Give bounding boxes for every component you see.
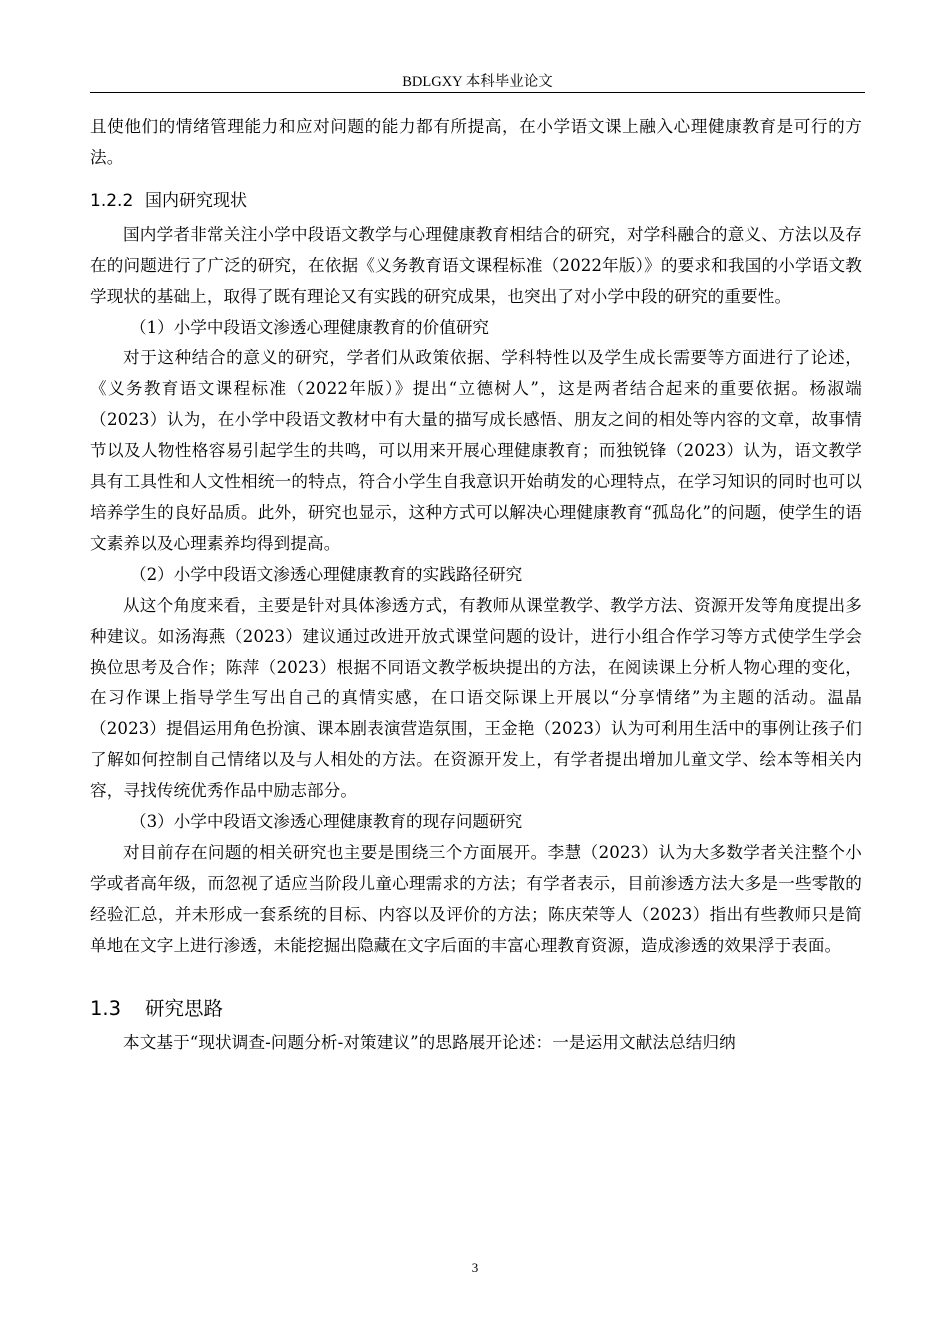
subsection-3-body: 对目前存在问题的相关研究也主要是围绕三个方面展开。李慧（2023）认为大多数学者关注整个小学或者高年级，而忽视了适应当阶段儿童心理需求的方法；有学者表示，目前渗透方法大多是一些零散的经验汇总，并未形成一套系统的目标、内容以及评价的方法；陈庆荣等人（2023）指出有些教师只是简单地在文字上进行渗透，未能挖掘出隐藏在文字后面的丰富心理教育资源，造成渗透的效果浮于表面。: [90, 842, 862, 955]
page-body: [90, 112, 862, 1058]
section-number: 1.3: [90, 996, 122, 1020]
subsection-2-title: （2）小学中段语文渗透心理健康教育的实践路径研究: [130, 564, 523, 584]
carryover-paragraph: 且使他们的情绪管理能力和应对问题的能力都有所提高，在小学语文课上融入心理健康教育是可行的方法。: [90, 117, 862, 167]
page-header: BDLGXY 本科毕业论文: [402, 74, 553, 90]
section-1-3-body: 本文基于“现状调查-问题分析-对策建议”的思路展开论述：一是运用文献法总结归纳: [123, 1032, 736, 1052]
section-title: 国内研究现状: [145, 190, 247, 211]
page-number: 3: [471, 1260, 479, 1275]
section-1-2-2-heading: [90, 186, 862, 216]
subsection-2-body: 从这个角度来看，主要是针对具体渗透方式，有教师从课堂教学、教学方法、资源开发等角度提出多种建议。如汤海燕（2023）建议通过改进开放式课堂问题的设计，进行小组合作学习等方式使学生学会换位思考及合作；陈萍（2023）根据不同语文教学板块提出的方法，在阅读课上分析人物心理的变化，在习作课上指导学生写出自己的真情实感，在口语交际课上开展以“分享情绪”为主题的活动。温晶（2023）提倡运用角色扮演、课本剧表演营造氛围，王金艳（2023）认为可利用生活中的事例让孩子们了解如何控制自己情绪以及与人相处的方法。在资源开发上，有学者提出增加儿童文学、绘本等相关内容，寻找传统优秀作品中励志部分。: [90, 595, 862, 801]
subsection-3-title: （3）小学中段语文渗透心理健康教育的现存问题研究: [130, 812, 523, 832]
header-rule: [90, 92, 865, 93]
subsection-1-body: 对于这种结合的意义的研究，学者们从政策依据、学科特性以及学生成长需要等方面进行了论述，《义务教育语文课程标准（2022年版）》提出“立德树人”，这是两者结合起来的重要依据。杨淑端（2023）认为，在小学中段语文教材中有大量的描写成长感悟、朋友之间的相处等内容的文章，故事情节以及人物性格容易引起学生的共鸣，可以用来开展心理健康教育；而独锐锋（2023）认为，语文教学具有工具性和人文性相统一的特点，符合小学生自我意识开始萌发的心理特点，在学习知识的同时也可以培养学生的良好品质。此外，研究也显示，这种方式可以解决心理健康教育“孤岛化”的问题，使学生的语文素养以及心理素养均得到提高。: [90, 348, 862, 553]
subsection-1-title: （1）小学中段语文渗透心理健康教育的价值研究: [130, 317, 490, 337]
section-1-3-heading: [90, 992, 862, 1026]
section-title: 研究思路: [145, 996, 224, 1020]
section-number: 1.2.2: [90, 190, 134, 211]
intro-paragraph: 国内学者非常关注小学中段语文教学与心理健康教育相结合的研究，对学科融合的意义、方法以及存在的问题进行了广泛的研究，在依据《义务教育语文课程标准（2022年版）》的要求和我国的小学语文教学现状的基础上，取得了既有理论又有实践的研究成果，也突出了对小学中段的研究的重要性。: [90, 224, 862, 306]
